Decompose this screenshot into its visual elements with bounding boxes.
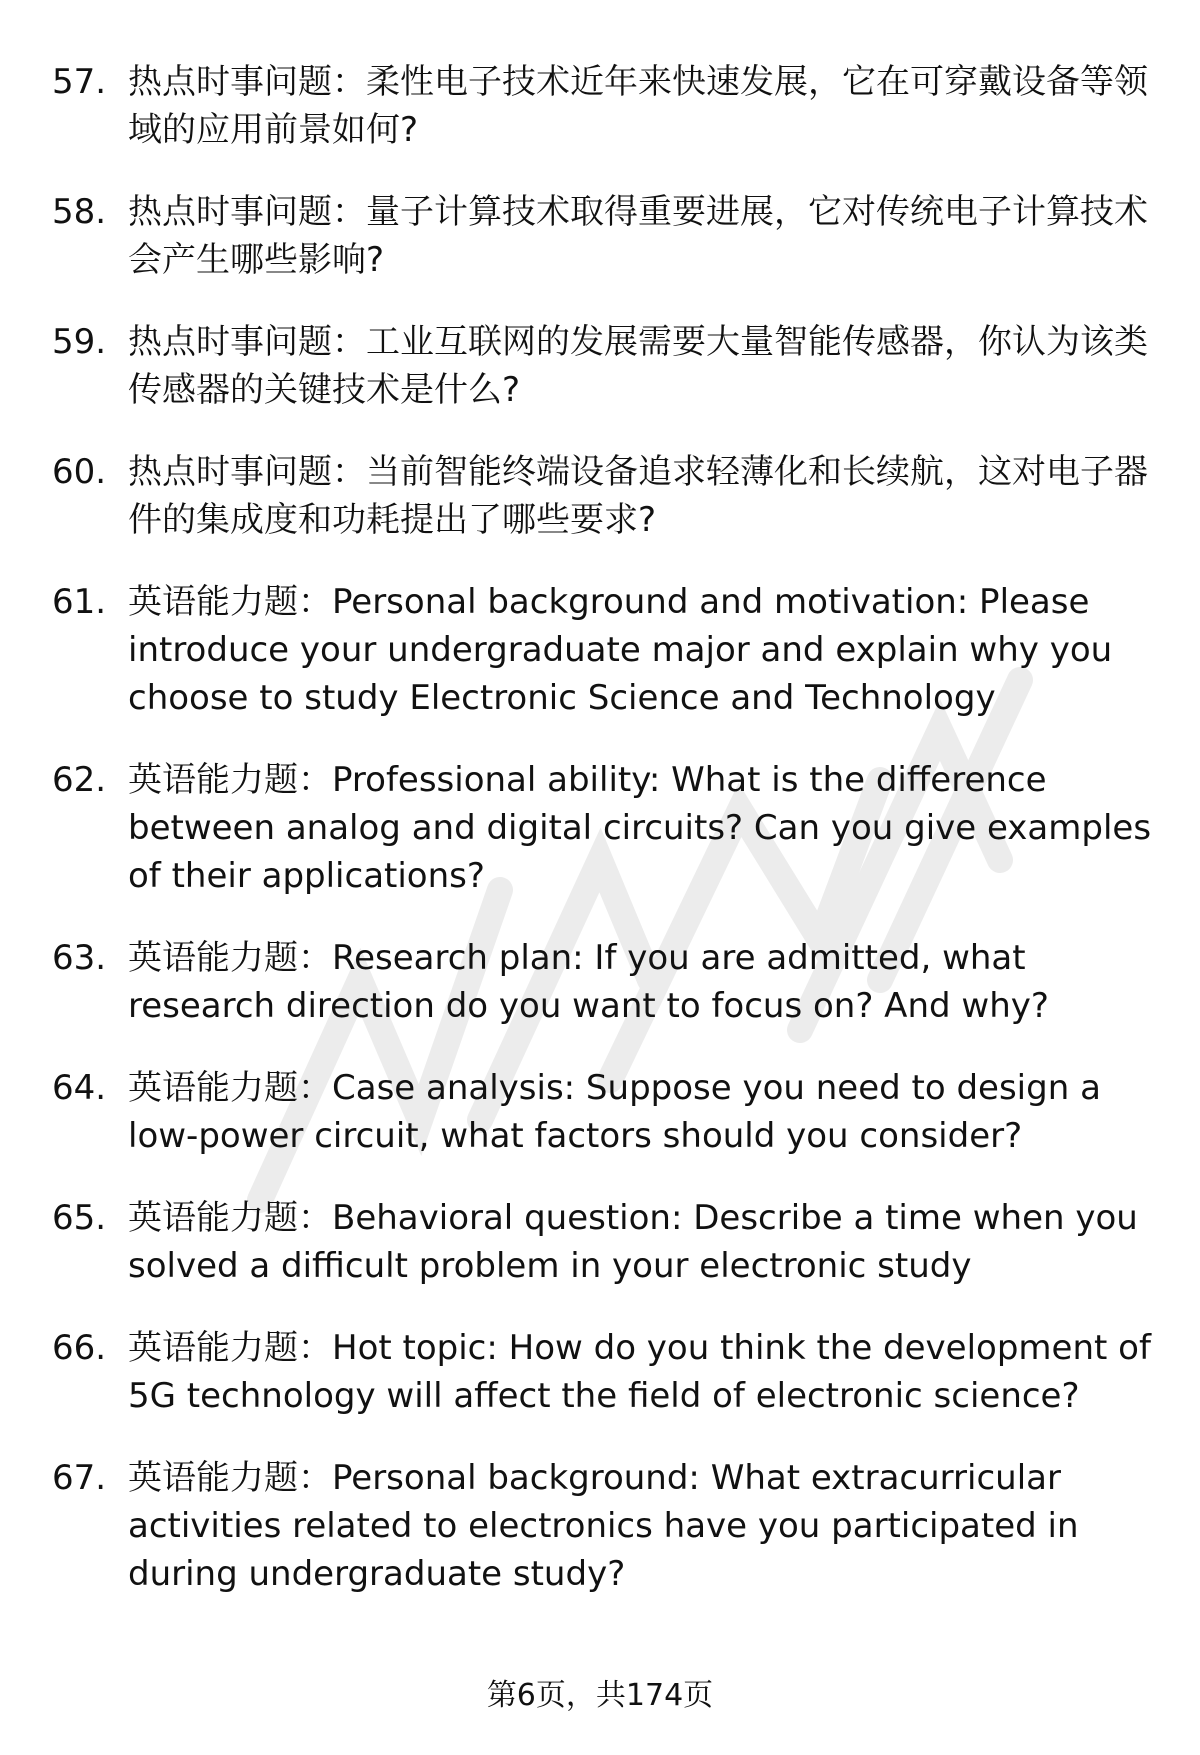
question-number: 57. (52, 62, 107, 102)
question-item (52, 448, 1162, 544)
question-text: 英语能力题：Case analysis: Suppose you need to design a low-power circuit, what factors should you consider? (128, 1068, 1101, 1156)
question-item (52, 934, 1162, 1030)
page-footer: 第6页，共174页 (486, 1678, 714, 1713)
question-text: 英语能力题：Hot topic: How do you think the development of 5G technology will affect the field of electronic science? (128, 1328, 1151, 1416)
question-text: 英语能力题：Personal background: What extracurricular activities related to electronics have you participated in during undergraduate study? (128, 1458, 1079, 1594)
question-text: 英语能力题：Personal background and motivation: Please introduce your undergraduate major and explain why you choose to study Electronic Science and Technology (128, 582, 1113, 718)
question-number: 60. (52, 452, 107, 492)
question-item (52, 58, 1162, 154)
question-item (52, 188, 1162, 284)
question-number: 58. (52, 192, 107, 232)
question-item (52, 1454, 1162, 1598)
question-item (52, 318, 1162, 414)
question-text: 英语能力题：Professional ability: What is the difference between analog and digital circuits? Can you give examples of their applications? (128, 760, 1152, 896)
question-text: 英语能力题：Research plan: If you are admitted, what research direction do you want to focus on? And why? (128, 938, 1049, 1026)
question-item (52, 1064, 1162, 1160)
question-item (52, 578, 1162, 722)
question-number: 61. (52, 582, 107, 622)
question-number: 64. (52, 1068, 107, 1108)
question-text: 热点时事问题：量子计算技术取得重要进展，它对传统电子计算技术会产生哪些影响? (128, 192, 1148, 280)
question-list (0, 58, 1162, 1598)
question-text: 热点时事问题：工业互联网的发展需要大量智能传感器，你认为该类传感器的关键技术是什么? (128, 322, 1148, 410)
question-text: 英语能力题：Behavioral question: Describe a time when you solved a difficult problem in your electronic study (128, 1198, 1138, 1286)
question-number: 62. (52, 760, 107, 800)
question-text: 热点时事问题：当前智能终端设备追求轻薄化和长续航，这对电子器件的集成度和功耗提出了哪些要求? (128, 452, 1148, 540)
question-item (52, 1324, 1162, 1420)
question-item (52, 756, 1162, 900)
question-number: 65. (52, 1198, 107, 1238)
question-number: 67. (52, 1458, 107, 1498)
question-number: 66. (52, 1328, 107, 1368)
question-number: 59. (52, 322, 107, 362)
question-item (52, 1194, 1162, 1290)
question-number: 63. (52, 938, 107, 978)
question-text: 热点时事问题：柔性电子技术近年来快速发展，它在可穿戴设备等领域的应用前景如何? (128, 62, 1148, 150)
